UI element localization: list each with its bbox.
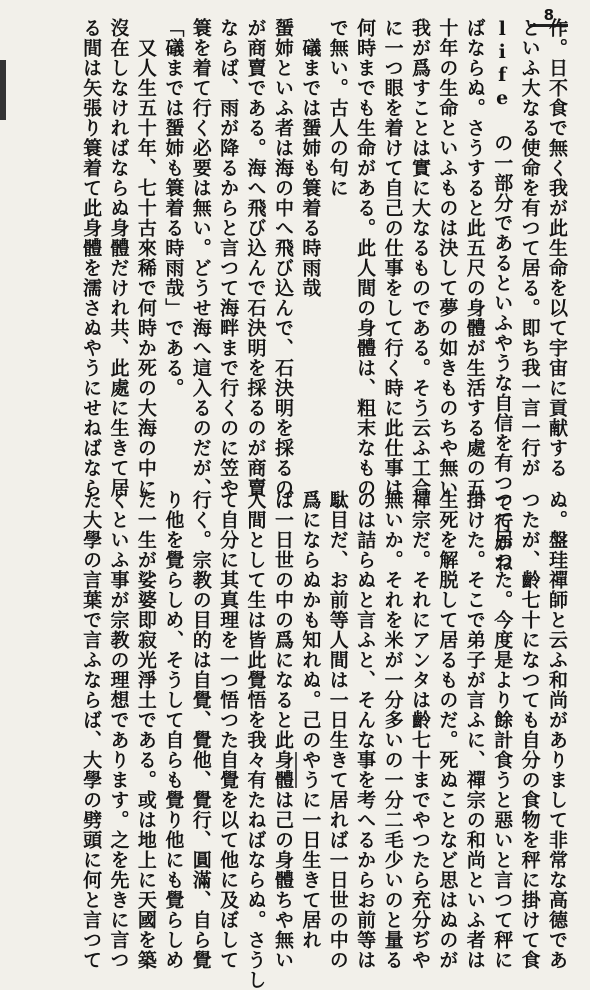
text-line: て自分に其真理を一つ悟つた自覺を以て他に及ぼして bbox=[217, 490, 240, 970]
text-line: ば一日世の中の爲になると此身體は己の身體ちや無い bbox=[271, 490, 294, 970]
text-line: 又人生五十年、七十古來稀で何時か死の大海の中に bbox=[134, 18, 157, 498]
text-line: ならば、雨が降るからと言つて海畔まで行くのに笠や bbox=[217, 18, 240, 498]
text-line: が商賣である。海へ飛び込んで石決明を採るのが商賣 bbox=[244, 18, 267, 498]
lower-text-block bbox=[80, 490, 570, 990]
text-line: 十年の生命といふものは決して夢の如きものちや無い bbox=[436, 18, 459, 498]
text-line: 爲にならぬかも知れぬ。己のやうに一日生きて居れ bbox=[299, 490, 322, 950]
text-line: 「礒までは蜑姉も簑着る時雨哉」である。 bbox=[162, 18, 185, 398]
page-number: 8 bbox=[530, 6, 568, 27]
text-line: た大學の言葉で言ふならば、大學の劈頭に何と言つて bbox=[80, 490, 103, 970]
text-line: 無いか。それを米が一分多いの一分二毛少いのと量る bbox=[381, 490, 404, 970]
text-line: 沒在しなければならぬ身體だけれ共、此處に生きて居 bbox=[107, 18, 130, 498]
text-line: で無い。古人の句に bbox=[326, 18, 349, 198]
margin-mark bbox=[295, 752, 301, 788]
text-line: 行く。宗教の目的は自覺、覺他、覺行、圓滿、自ら覺 bbox=[189, 490, 212, 970]
text-line: た一生が娑婆即寂光淨土である。或は地上に天國を築 bbox=[134, 490, 157, 970]
text-line: くといふ事が宗教の理想であります。之を先きに言つ bbox=[107, 490, 130, 970]
text-line: ぬ。盤珪禪師と云ふ和尚がありまして非常な高德であ bbox=[546, 490, 568, 970]
text-line: 何時までも生命がある。此人間の身體は、粗末なもの bbox=[354, 18, 377, 498]
text-line: 蜑姉といふ者は海の中へ飛び込んで、石決明を採るの bbox=[271, 18, 294, 498]
text-line: 簑を着て行く必要は無い。どうせ海へ這入るのだが、 bbox=[189, 18, 212, 498]
haiku-line: 礒までは蜑姉も簑着る時雨哉 bbox=[299, 18, 322, 298]
text-line: 掛けた。そこで弟子が言ふに、禪宗の和尚といふ者は bbox=[463, 490, 486, 970]
text-line: に一つ眼を着けて自己の仕事をして行く時に此仕事は bbox=[381, 18, 404, 498]
text-line: 作。日不食で無く我が此生命を以て宇宙に貢献する bbox=[546, 18, 568, 478]
text-line: 生死を解脱して居るものだ。死ぬことなど思はぬのが bbox=[436, 490, 459, 970]
binding-shadow bbox=[0, 60, 6, 120]
text-line: life の一部分であるといふやうな自信を有つて行かね bbox=[491, 18, 514, 573]
text-line: 人間として生は皆此覺悟を我々有たねばならぬ。さうし bbox=[244, 490, 267, 990]
upper-text-block bbox=[10, 18, 570, 573]
text-line: ばならぬ。さうすると此五尺の身體が生活する處の五 bbox=[463, 18, 486, 498]
text-line: り他を覺らしめ、そうして自らも覺り他にも覺らしめ bbox=[162, 490, 185, 970]
text-line: のは詰らぬと言ふと、そんな事を考へるからお前等は bbox=[354, 490, 377, 970]
text-line: る間は矢張り簑着て此身體を濡さぬやうにせねばなら bbox=[80, 18, 103, 498]
text-line: といふ大なる使命を有つて居る。即ち我一言一行が bbox=[518, 18, 541, 478]
text-line: 禪宗だ。それにアンタは齡七十までやつたら充分ぢや bbox=[408, 490, 431, 970]
text-line: つて居つた。今度是より餘計食うと惡いと言つて秤に bbox=[491, 490, 514, 970]
text-line: つたが、齡七十になつても自分の食物を秤に掛けて食 bbox=[518, 490, 541, 970]
text-line: 駄目だ、お前等人間は一日生きて居れば一日世の中の bbox=[326, 490, 349, 970]
text-line: 我が爲すことは實に大なるものである。そう云ふ工合 bbox=[408, 18, 431, 498]
